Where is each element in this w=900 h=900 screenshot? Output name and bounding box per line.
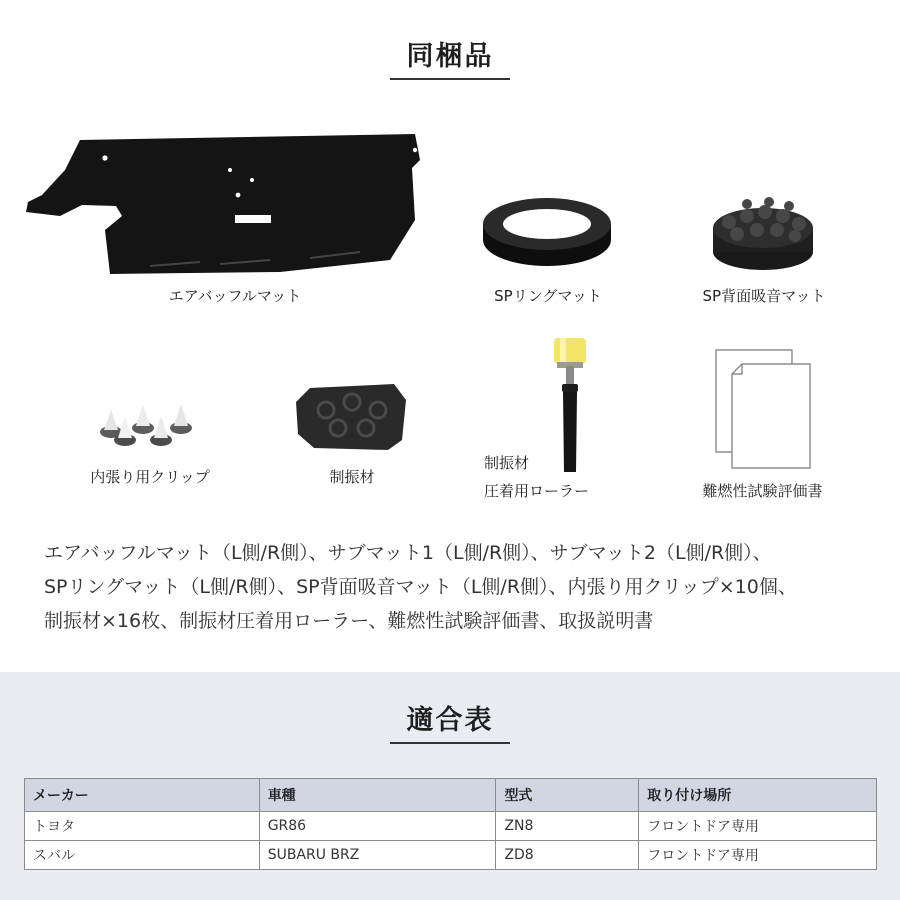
- air-baffle-mat-image: [20, 130, 430, 280]
- sp-back-absorb-mat-image: [707, 194, 819, 272]
- compat-title-underline: [390, 742, 510, 744]
- cell-model: GR86: [259, 812, 496, 841]
- roller-label-line1: 制振材: [484, 454, 530, 472]
- included-description: [44, 536, 874, 638]
- compat-table-header-row: [25, 779, 877, 812]
- description-line-3: 制振材×16枚、制振材圧着用ローラー、難燃性試験評価書、取扱説明書: [44, 610, 654, 632]
- sp-back-absorb-mat-label: SP背面吸音マット: [702, 287, 826, 305]
- header-maker: メーカー: [25, 779, 260, 812]
- cell-maker: スバル: [25, 841, 260, 870]
- table-row: [25, 812, 877, 841]
- included-title: 同梱品: [406, 41, 494, 72]
- air-baffle-mat-label: エアバッフルマット: [168, 287, 302, 305]
- cell-install-location: フロントドア専用: [639, 812, 877, 841]
- fire-test-report-image: [712, 348, 814, 470]
- roller-label-line2: 圧着用ローラー: [484, 482, 590, 500]
- trim-clips-image: [95, 398, 207, 448]
- included-title-underline: [390, 78, 510, 80]
- fire-test-report-label: 難燃性試験評価書: [702, 482, 823, 500]
- header-type-code: 型式: [496, 779, 639, 812]
- sp-ring-mat-label: SPリングマット: [494, 287, 602, 305]
- header-model: 車種: [259, 779, 496, 812]
- compat-table: [24, 778, 877, 870]
- trim-clips-label: 内張り用クリップ: [90, 468, 210, 486]
- cell-maker: トヨタ: [25, 812, 260, 841]
- table-row: [25, 841, 877, 870]
- damping-material-image: [292, 380, 412, 452]
- compat-title: 適合表: [406, 705, 494, 736]
- cell-type-code: ZN8: [496, 812, 639, 841]
- sp-ring-mat-image: [478, 196, 618, 270]
- description-line-2: SPリングマット（L側/R側）、SP背面吸音マット（L側/R側）、内張り用クリップ×10個、: [44, 576, 797, 598]
- cell-type-code: ZD8: [496, 841, 639, 870]
- cell-install-location: フロントドア専用: [639, 841, 877, 870]
- description-line-1: エアバッフルマット（L側/R側）、サブマット1（L側/R側）、サブマット2（L側/R側）、: [44, 542, 772, 564]
- damping-material-label: 制振材: [329, 468, 375, 486]
- cell-model: SUBARU BRZ: [259, 841, 496, 870]
- header-install-location: 取り付け場所: [639, 779, 877, 812]
